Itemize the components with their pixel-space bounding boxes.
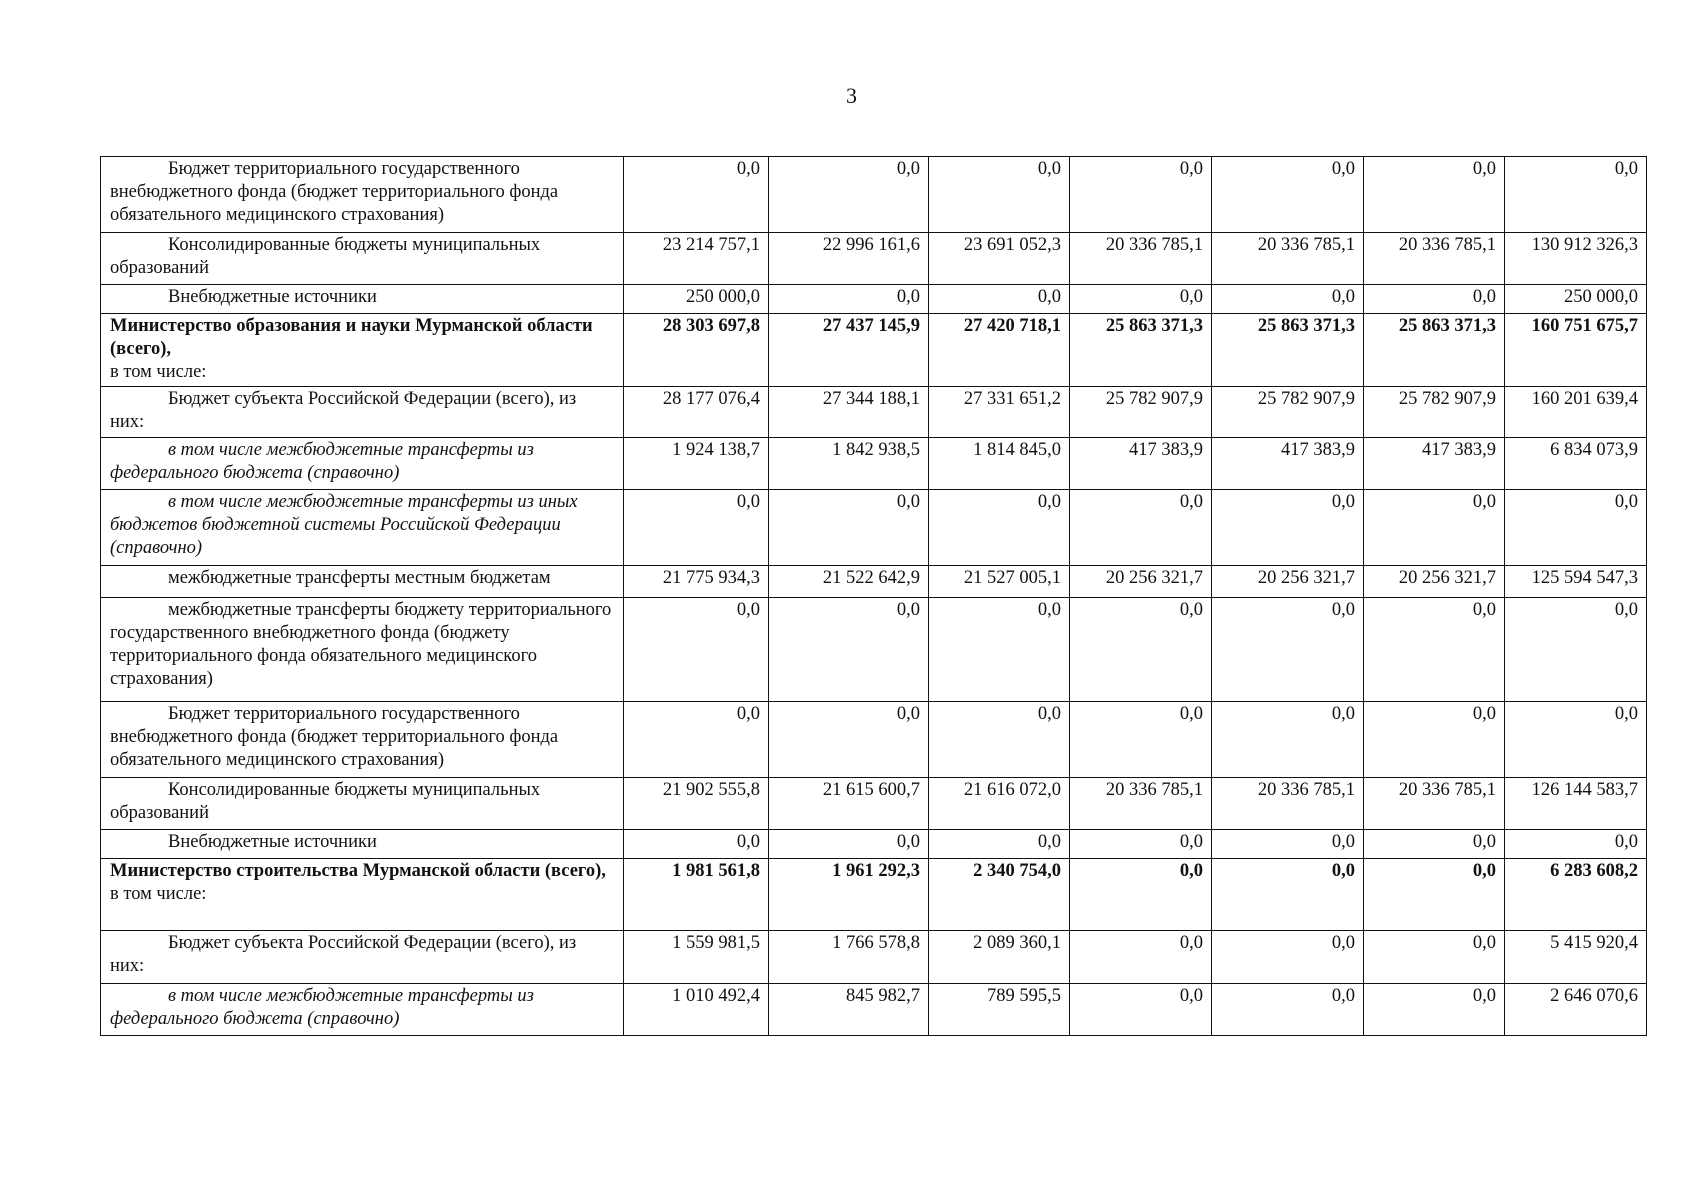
row-subnote: в том числе: bbox=[110, 884, 207, 904]
table-row bbox=[101, 438, 1647, 490]
value-cell: 0,0 bbox=[1212, 984, 1364, 1036]
value-cell: 25 863 371,3 bbox=[1070, 314, 1212, 387]
value-cell: 27 420 718,1 bbox=[929, 314, 1070, 387]
value-cell: 0,0 bbox=[1505, 157, 1647, 233]
value-cell: 0,0 bbox=[1212, 285, 1364, 314]
value-cell: 20 336 785,1 bbox=[1212, 233, 1364, 285]
value-cell: 1 814 845,0 bbox=[929, 438, 1070, 490]
value-cell: 25 782 907,9 bbox=[1070, 387, 1212, 438]
row-label bbox=[101, 285, 624, 314]
value-cell: 160 201 639,4 bbox=[1505, 387, 1647, 438]
value-cell: 23 214 757,1 bbox=[624, 233, 769, 285]
value-cell: 0,0 bbox=[1070, 984, 1212, 1036]
value-cell: 1 766 578,8 bbox=[769, 931, 929, 984]
value-cell: 2 089 360,1 bbox=[929, 931, 1070, 984]
row-label-first: в том числе межбюджетные трансферты из bbox=[168, 440, 534, 460]
value-cell: 0,0 bbox=[1505, 702, 1647, 778]
value-cell: 0,0 bbox=[1212, 157, 1364, 233]
value-cell: 25 782 907,9 bbox=[1212, 387, 1364, 438]
value-cell: 23 691 052,3 bbox=[929, 233, 1070, 285]
value-cell: 160 751 675,7 bbox=[1505, 314, 1647, 387]
value-cell: 25 782 907,9 bbox=[1364, 387, 1505, 438]
value-cell: 27 331 651,2 bbox=[929, 387, 1070, 438]
value-cell: 0,0 bbox=[1070, 157, 1212, 233]
value-cell: 0,0 bbox=[769, 157, 929, 233]
table-row bbox=[101, 778, 1647, 830]
table-row bbox=[101, 233, 1647, 285]
value-cell: 0,0 bbox=[624, 490, 769, 566]
value-cell: 0,0 bbox=[929, 157, 1070, 233]
row-label bbox=[101, 438, 624, 490]
value-cell: 0,0 bbox=[1505, 830, 1647, 859]
value-cell: 20 256 321,7 bbox=[1070, 566, 1212, 598]
value-cell: 27 437 145,9 bbox=[769, 314, 929, 387]
row-label bbox=[101, 778, 624, 830]
value-cell: 0,0 bbox=[1364, 157, 1505, 233]
value-cell: 417 383,9 bbox=[1212, 438, 1364, 490]
value-cell: 1 842 938,5 bbox=[769, 438, 929, 490]
row-label-rest: федерального бюджета (справочно) bbox=[110, 463, 400, 483]
value-cell: 0,0 bbox=[1212, 490, 1364, 566]
row-label-first: в том числе межбюджетные трансферты из bbox=[168, 986, 534, 1006]
value-cell: 0,0 bbox=[769, 598, 929, 702]
table-row bbox=[101, 859, 1647, 931]
row-label-first: Бюджет субъекта Российской Федерации (всего), bbox=[168, 389, 555, 409]
value-cell: 20 336 785,1 bbox=[1070, 778, 1212, 830]
row-label-first: Консолидированные бюджеты муниципальных bbox=[168, 235, 541, 255]
row-label bbox=[101, 984, 624, 1036]
value-cell: 0,0 bbox=[1212, 859, 1364, 931]
value-cell: 22 996 161,6 bbox=[769, 233, 929, 285]
row-label-rest: из них: bbox=[110, 389, 577, 432]
value-cell: 0,0 bbox=[929, 702, 1070, 778]
row-label-first: Министерство образования и науки Мурманской области (всего), bbox=[110, 316, 593, 359]
row-label-first: Бюджет субъекта Российской Федерации (всего), bbox=[168, 933, 555, 953]
table-row bbox=[101, 285, 1647, 314]
row-label bbox=[101, 387, 624, 438]
table-row bbox=[101, 984, 1647, 1036]
row-label bbox=[101, 566, 624, 598]
value-cell: 0,0 bbox=[624, 830, 769, 859]
table-row bbox=[101, 490, 1647, 566]
value-cell: 0,0 bbox=[1070, 598, 1212, 702]
row-label bbox=[101, 314, 624, 387]
row-label bbox=[101, 859, 624, 931]
value-cell: 21 615 600,7 bbox=[769, 778, 929, 830]
row-label bbox=[101, 598, 624, 702]
value-cell: 28 177 076,4 bbox=[624, 387, 769, 438]
value-cell: 0,0 bbox=[624, 598, 769, 702]
value-cell: 0,0 bbox=[929, 830, 1070, 859]
value-cell: 21 616 072,0 bbox=[929, 778, 1070, 830]
table-row bbox=[101, 387, 1647, 438]
value-cell: 0,0 bbox=[1505, 598, 1647, 702]
table-row bbox=[101, 702, 1647, 778]
value-cell: 2 340 754,0 bbox=[929, 859, 1070, 931]
value-cell: 417 383,9 bbox=[1364, 438, 1505, 490]
value-cell: 0,0 bbox=[1212, 598, 1364, 702]
row-label bbox=[101, 931, 624, 984]
row-label-rest: образований bbox=[110, 258, 209, 278]
value-cell: 0,0 bbox=[1070, 285, 1212, 314]
value-cell: 0,0 bbox=[1070, 859, 1212, 931]
row-label-rest: иных бюджетов бюджетной системы Российской Федерации (справочно) bbox=[110, 492, 578, 558]
row-label-first: Бюджет территориального государственного bbox=[168, 704, 520, 724]
value-cell: 27 344 188,1 bbox=[769, 387, 929, 438]
value-cell: 845 982,7 bbox=[769, 984, 929, 1036]
row-label-first: в том числе межбюджетные трансферты из bbox=[168, 492, 534, 512]
value-cell: 0,0 bbox=[1070, 931, 1212, 984]
row-label-rest: федерального бюджета (справочно) bbox=[110, 1009, 400, 1029]
value-cell: 417 383,9 bbox=[1070, 438, 1212, 490]
value-cell: 0,0 bbox=[769, 285, 929, 314]
row-label-first: межбюджетные трансферты местным бюджетам bbox=[168, 568, 551, 588]
value-cell: 0,0 bbox=[624, 702, 769, 778]
value-cell: 0,0 bbox=[1505, 490, 1647, 566]
value-cell: 21 902 555,8 bbox=[624, 778, 769, 830]
value-cell: 20 336 785,1 bbox=[1364, 233, 1505, 285]
row-label-first: Бюджет территориального государственного bbox=[168, 159, 520, 179]
value-cell: 250 000,0 bbox=[624, 285, 769, 314]
value-cell: 5 415 920,4 bbox=[1505, 931, 1647, 984]
value-cell: 1 559 981,5 bbox=[624, 931, 769, 984]
value-cell: 0,0 bbox=[1364, 931, 1505, 984]
value-cell: 21 527 005,1 bbox=[929, 566, 1070, 598]
value-cell: 20 336 785,1 bbox=[1212, 778, 1364, 830]
table-row bbox=[101, 830, 1647, 859]
row-label bbox=[101, 702, 624, 778]
value-cell: 0,0 bbox=[929, 598, 1070, 702]
budget-table bbox=[100, 156, 1647, 1036]
value-cell: 1 981 561,8 bbox=[624, 859, 769, 931]
table-row bbox=[101, 314, 1647, 387]
value-cell: 0,0 bbox=[769, 702, 929, 778]
value-cell: 250 000,0 bbox=[1505, 285, 1647, 314]
value-cell: 0,0 bbox=[929, 490, 1070, 566]
row-label bbox=[101, 233, 624, 285]
value-cell: 20 336 785,1 bbox=[1364, 778, 1505, 830]
table-row bbox=[101, 598, 1647, 702]
value-cell: 125 594 547,3 bbox=[1505, 566, 1647, 598]
value-cell: 0,0 bbox=[929, 285, 1070, 314]
value-cell: 20 336 785,1 bbox=[1070, 233, 1212, 285]
value-cell: 20 256 321,7 bbox=[1364, 566, 1505, 598]
value-cell: 1 961 292,3 bbox=[769, 859, 929, 931]
value-cell: 0,0 bbox=[1364, 490, 1505, 566]
row-label-first: Министерство строительства Мурманской области (всего), bbox=[110, 861, 606, 881]
value-cell: 0,0 bbox=[1364, 984, 1505, 1036]
value-cell: 6 834 073,9 bbox=[1505, 438, 1647, 490]
row-label-first: Внебюджетные источники bbox=[168, 832, 377, 852]
row-label-first: Консолидированные бюджеты муниципальных bbox=[168, 780, 541, 800]
value-cell: 0,0 bbox=[624, 157, 769, 233]
value-cell: 0,0 bbox=[1364, 702, 1505, 778]
table-row bbox=[101, 157, 1647, 233]
value-cell: 0,0 bbox=[1364, 285, 1505, 314]
value-cell: 0,0 bbox=[1212, 830, 1364, 859]
row-label-rest: внебюджетного фонда (бюджет территориального фонда обязательного медицинского страхования) bbox=[110, 182, 559, 225]
value-cell: 0,0 bbox=[1212, 931, 1364, 984]
value-cell: 0,0 bbox=[1212, 702, 1364, 778]
value-cell: 6 283 608,2 bbox=[1505, 859, 1647, 931]
value-cell: 25 863 371,3 bbox=[1364, 314, 1505, 387]
value-cell: 28 303 697,8 bbox=[624, 314, 769, 387]
table-row bbox=[101, 566, 1647, 598]
value-cell: 20 256 321,7 bbox=[1212, 566, 1364, 598]
value-cell: 0,0 bbox=[1364, 859, 1505, 931]
row-label-rest: образований bbox=[110, 803, 209, 823]
table-row bbox=[101, 931, 1647, 984]
row-label bbox=[101, 830, 624, 859]
value-cell: 1 010 492,4 bbox=[624, 984, 769, 1036]
value-cell: 126 144 583,7 bbox=[1505, 778, 1647, 830]
row-label-first: Внебюджетные источники bbox=[168, 287, 377, 307]
value-cell: 0,0 bbox=[1070, 702, 1212, 778]
value-cell: 21 522 642,9 bbox=[769, 566, 929, 598]
value-cell: 789 595,5 bbox=[929, 984, 1070, 1036]
value-cell: 0,0 bbox=[769, 830, 929, 859]
row-label-rest: внебюджетного фонда (бюджет территориального фонда обязательного медицинского страхования) bbox=[110, 727, 559, 770]
value-cell: 0,0 bbox=[1070, 830, 1212, 859]
row-subnote: в том числе: bbox=[110, 362, 207, 382]
value-cell: 0,0 bbox=[1364, 830, 1505, 859]
value-cell: 2 646 070,6 bbox=[1505, 984, 1647, 1036]
value-cell: 130 912 326,3 bbox=[1505, 233, 1647, 285]
value-cell: 0,0 bbox=[1070, 490, 1212, 566]
value-cell: 0,0 bbox=[769, 490, 929, 566]
row-label-rest: территориального государственного внебюджетного фонда (бюджету территориального фонда обязательного медицинского страхования) bbox=[110, 600, 612, 689]
row-label bbox=[101, 157, 624, 233]
value-cell: 1 924 138,7 bbox=[624, 438, 769, 490]
value-cell: 0,0 bbox=[1364, 598, 1505, 702]
page-number: 3 bbox=[846, 83, 857, 108]
row-label-first: межбюджетные трансферты бюджету bbox=[168, 600, 465, 620]
row-label-rest: из них: bbox=[110, 933, 577, 976]
value-cell: 25 863 371,3 bbox=[1212, 314, 1364, 387]
value-cell: 21 775 934,3 bbox=[624, 566, 769, 598]
row-label bbox=[101, 490, 624, 566]
